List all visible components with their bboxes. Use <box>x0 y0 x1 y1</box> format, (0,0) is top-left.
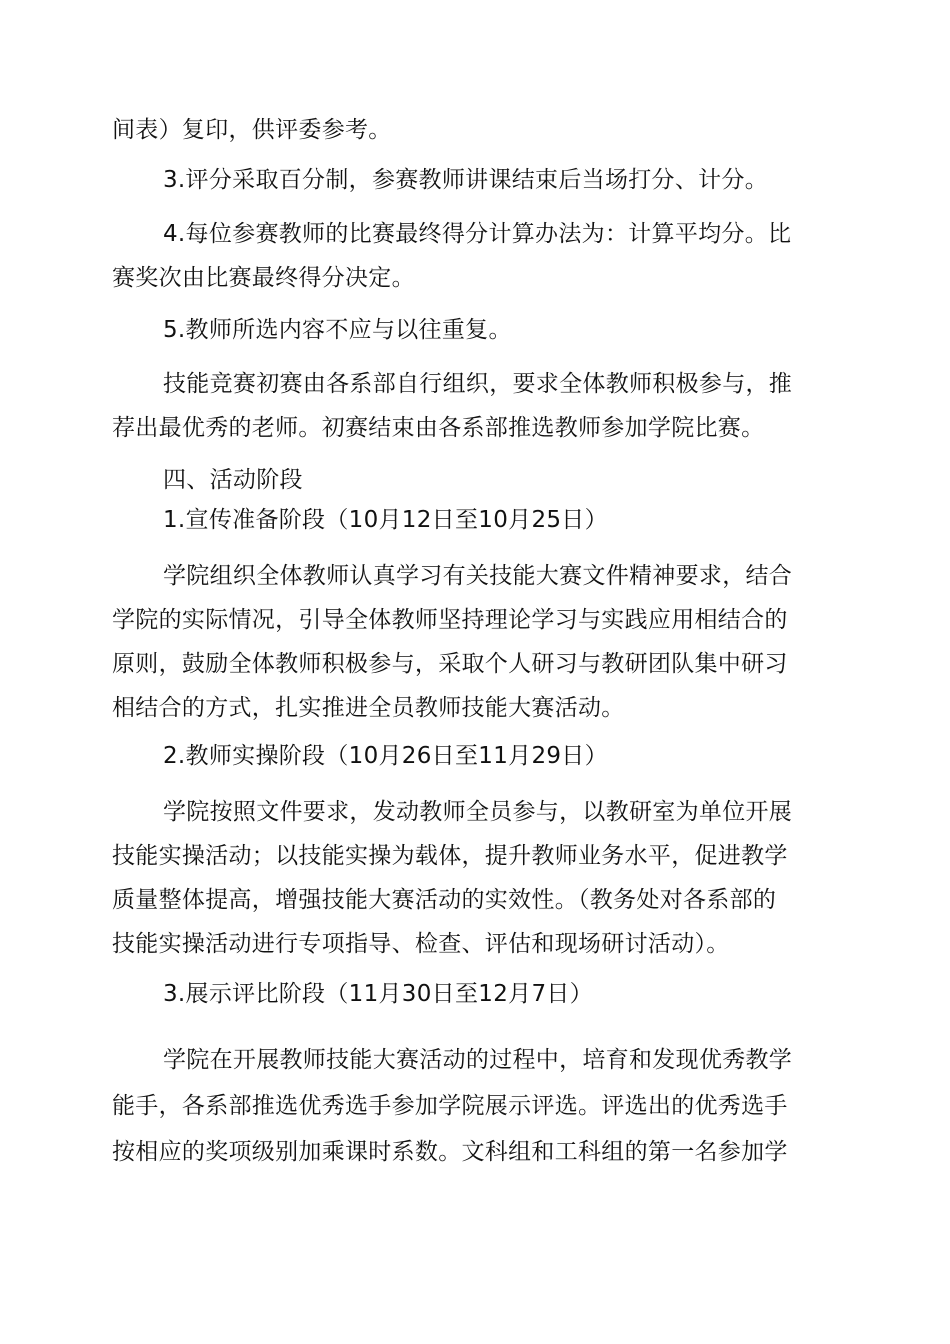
text-line: 学院组织全体教师认真学习有关技能大赛文件精神要求，结合 <box>163 563 793 589</box>
text-line: 学院在开展教师技能大赛活动的过程中，培育和发现优秀教学 <box>163 1047 793 1073</box>
text-line: 原则，鼓励全体教师积极参与，采取个人研习与教研团队集中研习 <box>112 651 788 677</box>
text-line: 技能实操活动；以技能实操为载体，提升教师业务水平，促进教学 <box>112 843 788 869</box>
stage-heading: 3.展示评比阶段（11月30日至12月7日） <box>163 981 593 1007</box>
text-line: 技能竞赛初赛由各系部自行组织，要求全体教师积极参与，推 <box>163 371 793 397</box>
text-line: 3.评分采取百分制，参赛教师讲课结束后当场打分、计分。 <box>163 167 769 193</box>
stage-heading: 1.宣传准备阶段（10月12日至10月25日） <box>163 507 608 533</box>
text-line: 能手，各系部推选优秀选手参加学院展示评选。评选出的优秀选手 <box>112 1093 788 1119</box>
text-line: 间表）复印，供评委参考。 <box>112 117 392 143</box>
text-line: 质量整体提高，增强技能大赛活动的实效性。（教务处对各系部的 <box>112 887 777 913</box>
text-line: 5.教师所选内容不应与以往重复。 <box>163 317 512 343</box>
text-line: 相结合的方式，扎实推进全员教师技能大赛活动。 <box>112 695 625 721</box>
text-line: 按相应的奖项级别加乘课时系数。文科组和工科组的第一名参加学 <box>112 1139 788 1165</box>
text-line: 赛奖次由比赛最终得分决定。 <box>112 265 415 291</box>
text-line: 4.每位参赛教师的比赛最终得分计算办法为：计算平均分。比 <box>163 221 792 247</box>
text-line: 荐出最优秀的老师。初赛结束由各系部推选教师参加学院比赛。 <box>112 415 765 441</box>
section-heading: 四、活动阶段 <box>163 467 303 493</box>
stage-heading: 2.教师实操阶段（10月26日至11月29日） <box>163 743 608 769</box>
text-line: 学院的实际情况，引导全体教师坚持理论学习与实践应用相结合的 <box>112 607 788 633</box>
text-line: 学院按照文件要求，发动教师全员参与，以教研室为单位开展 <box>163 799 793 825</box>
text-line: 技能实操活动进行专项指导、检查、评估和现场研讨活动）。 <box>112 931 730 957</box>
